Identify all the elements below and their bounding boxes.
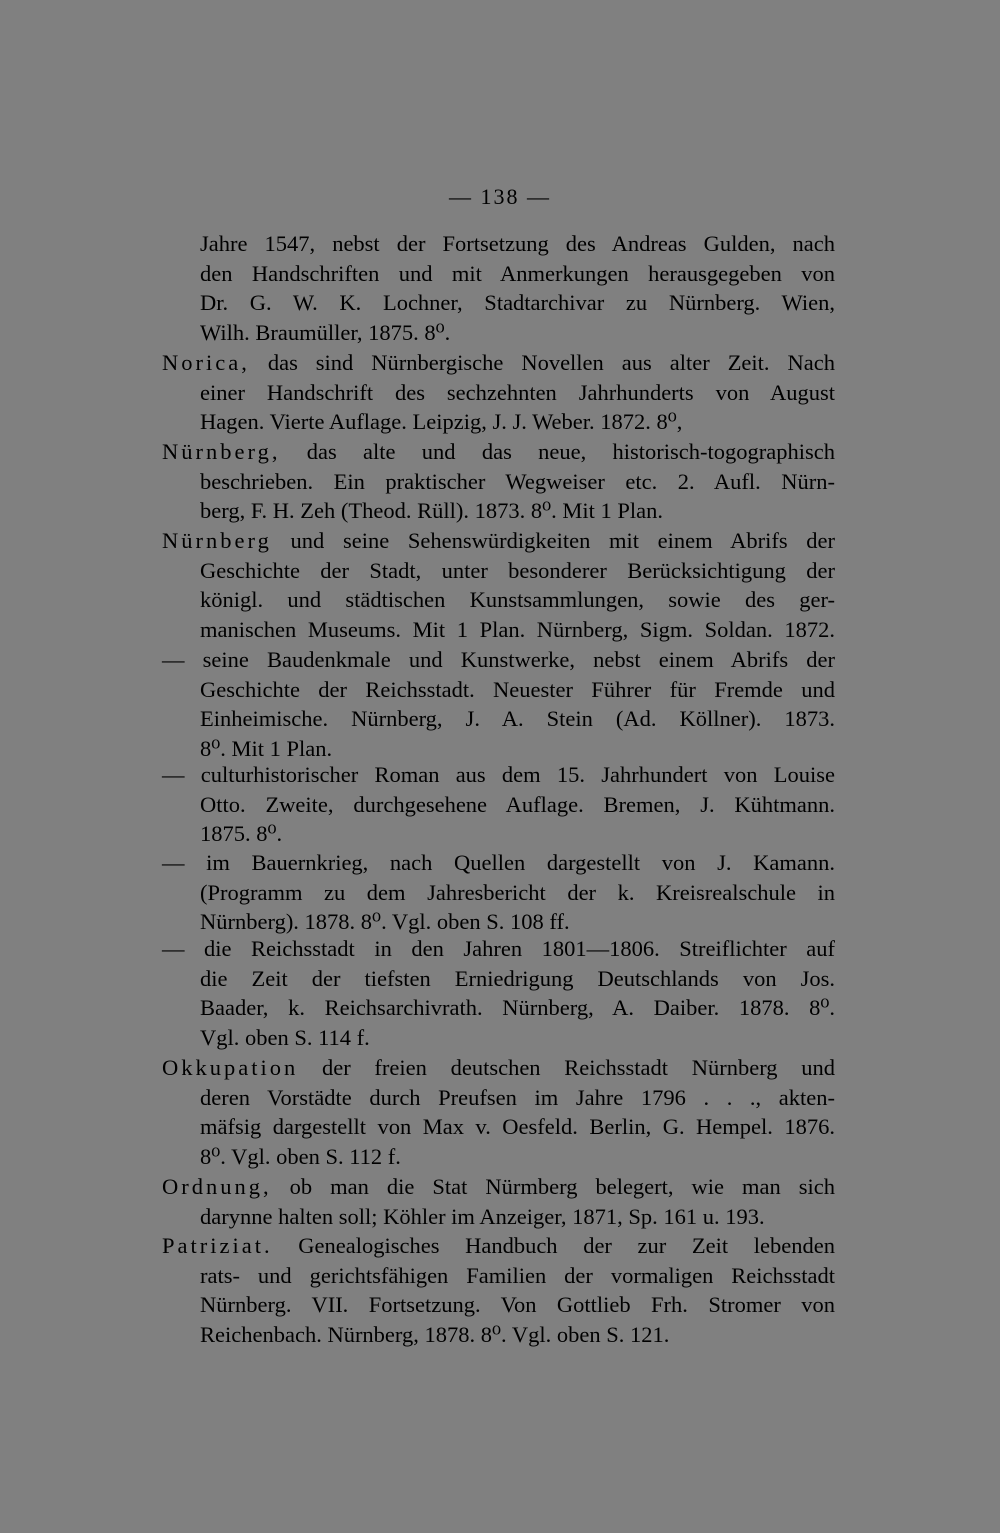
entry-line: Genealogisches Handbuch der zur Zeit lebenden: [298, 1233, 835, 1258]
entry-line: deren Vorstädte durch Preufsen im Jahre 1796 . . ., akten-: [200, 1084, 835, 1110]
bibliography-entry-culturhistorischer-roman: [162, 760, 835, 849]
entry-line: Hagen. Vierte Auflage. Leipzig, J. J. Weber. 1872. 8⁰,: [200, 409, 683, 435]
entry-line: Geschichte der Reichsstadt. Neuester Führer für Fremde und: [200, 676, 835, 702]
entry-line: Wilh. Braumüller, 1875. 8⁰.: [200, 320, 451, 346]
page-number: — 138 —: [449, 184, 551, 209]
entry-heading: Norica,: [162, 350, 250, 375]
entry-line: und seine Sehenswürdigkeiten mit einem Abrifs der: [290, 528, 836, 553]
entry-line: — culturhistorischer Roman aus dem 15. Jahrhundert von Louise: [162, 762, 835, 787]
entry-heading: Nürnberg: [162, 528, 272, 553]
bibliography-entry-continuation: [162, 229, 835, 348]
entry-line: Otto. Zweite, durchgesehene Auflage. Bremen, J. Kühtmann.: [200, 791, 835, 817]
entry-line: das sind Nürnbergische Novellen aus alter Zeit. Nach: [267, 350, 836, 375]
bibliography-entry-bauernkrieg: [162, 848, 835, 937]
bibliography-entry-baudenkmale: [162, 645, 835, 764]
entry-line: die Zeit der tiefsten Erniedrigung Deutschlands von Jos.: [200, 965, 835, 991]
entry-line: Nürnberg). 1878. 8⁰. Vgl. oben S. 108 ff.: [200, 909, 570, 935]
entry-line: 1875. 8⁰.: [200, 821, 283, 847]
entry-line: der freien deutschen Reichsstadt Nürnberg und: [321, 1055, 836, 1080]
bibliography-entry-reichsstadt-1801-1806: [162, 934, 835, 1053]
entry-line: berg, F. H. Zeh (Theod. Rüll). 1873. 8⁰. Mit 1 Plan.: [200, 498, 664, 524]
bibliography-entry-okkupation: [162, 1053, 835, 1172]
entry-line: 8⁰. Vgl. oben S. 112 f.: [200, 1144, 401, 1170]
entry-line: 8⁰. Mit 1 Plan.: [200, 736, 333, 762]
entry-line: (Programm zu dem Jahresbericht der k. Kreisrealschule in: [200, 879, 835, 905]
entry-line: — die Reichsstadt in den Jahren 1801—1806. Streiflichter auf: [162, 936, 835, 961]
bibliography-entry-ordnung: [162, 1172, 835, 1231]
entry-line: — seine Baudenkmale und Kunstwerke, nebst einem Abrifs der: [162, 647, 835, 672]
bibliography-entry-nuernberg-alte-neue: [162, 437, 835, 526]
entry-line: einer Handschrift des sechzehnten Jahrhunderts von August: [200, 379, 835, 405]
entry-line: Nürnberg. VII. Fortsetzung. Von Gottlieb Frh. Stromer von: [200, 1292, 835, 1318]
entry-line: ob man die Stat Nürmberg belegert, wie man sich: [289, 1174, 836, 1199]
entry-line: Dr. G. W. K. Lochner, Stadtarchivar zu Nürnberg. Wien,: [200, 290, 835, 316]
bibliography-entry-nuernberg-sehenswuerdigkeiten: [162, 526, 835, 645]
entry-line: königl. und städtischen Kunstsammlungen, sowie des ger-: [200, 587, 835, 613]
bibliography-entry-patriziat: [162, 1231, 835, 1350]
entry-heading: Ordnung,: [162, 1174, 272, 1199]
entry-line: Geschichte der Stadt, unter besonderer Berücksichtigung der: [200, 557, 835, 583]
bibliography-entry-norica: [162, 348, 835, 437]
entry-heading: Patriziat.: [162, 1233, 273, 1258]
entry-line: Jahre 1547, nebst der Fortsetzung des Andreas Gulden, nach: [200, 231, 835, 256]
entry-line: — im Bauernkrieg, nach Quellen dargestellt von J. Kamann.: [162, 850, 835, 875]
entry-line: rats- und gerichtsfähigen Familien der vormaligen Reichsstadt: [200, 1262, 835, 1288]
entry-line: Baader, k. Reichsarchivrath. Nürnberg, A. Daiber. 1878. 8⁰.: [200, 995, 835, 1021]
entry-heading: Nürnberg,: [162, 439, 281, 464]
entry-line: das alte und das neue, historisch-togographisch: [306, 439, 835, 464]
entry-line: Vgl. oben S. 114 f.: [200, 1025, 370, 1051]
entry-line: den Handschriften und mit Anmerkungen herausgegeben von: [200, 260, 835, 286]
entry-line: Einheimische. Nürnberg, J. A. Stein (Ad. Köllner). 1873.: [200, 706, 835, 732]
entry-line: beschrieben. Ein praktischer Wegweiser etc. 2. Aufl. Nürn-: [200, 468, 835, 494]
entry-heading: Okkupation: [162, 1055, 299, 1080]
entry-line: manischen Museums. Mit 1 Plan. Nürnberg, Sigm. Soldan. 1872.: [200, 617, 835, 643]
entry-line: mäfsig dargestellt von Max v. Oesfeld. Berlin, G. Hempel. 1876.: [200, 1114, 835, 1140]
entry-line: darynne halten soll; Köhler im Anzeiger, 1871, Sp. 161 u. 193.: [200, 1203, 765, 1229]
entry-line: Reichenbach. Nürnberg, 1878. 8⁰. Vgl. oben S. 121.: [200, 1322, 670, 1348]
